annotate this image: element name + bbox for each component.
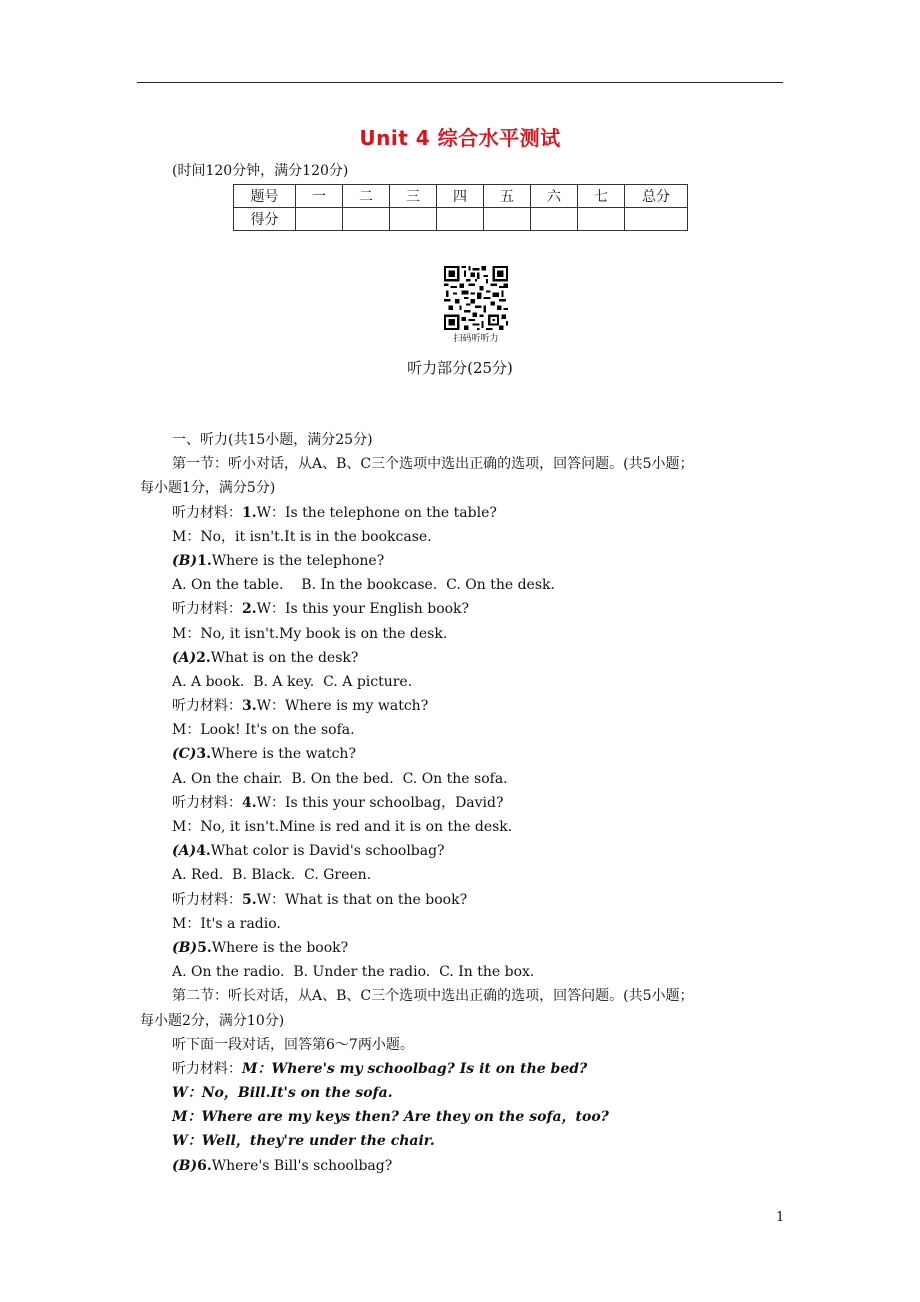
material-number: 1. <box>242 504 257 521</box>
question-text: Where is the watch? <box>211 746 356 763</box>
answer-mark: (A) <box>172 649 197 666</box>
answer-mark: (B) <box>172 939 198 956</box>
score-cell <box>343 208 390 231</box>
header-cell: 一 <box>296 185 343 208</box>
listening-section <box>140 428 790 1178</box>
material-m: M：Look! It's on the sofa. <box>172 722 355 739</box>
section2-instructions: 第二节：听长对话，从A、B、C三个选项中选出正确的选项，回答问题。(共5小题； <box>172 988 694 1005</box>
material-label: 听力材料： <box>172 794 242 811</box>
score-cell <box>531 208 578 231</box>
answer-mark: (C) <box>172 746 197 763</box>
page-title: Unit 4 综合水平测试 <box>359 126 561 150</box>
qr-code-icon <box>443 266 509 330</box>
header-rule <box>137 82 783 83</box>
score-cell <box>484 208 531 231</box>
material-line <box>140 694 790 718</box>
score-cell <box>296 208 343 231</box>
options-line: A. A book. B. A key. C. A picture. <box>172 673 413 690</box>
question-line <box>140 742 790 766</box>
answer-mark: (B) <box>172 552 198 569</box>
material-m: M：No，it isn't.It is in the bookcase. <box>172 528 432 545</box>
material-m: M：It's a radio. <box>172 915 281 932</box>
score-table <box>233 184 688 231</box>
answer-mark: (A) <box>172 843 197 860</box>
material-line <box>140 501 790 525</box>
score-cell <box>390 208 437 231</box>
section1-instructions: 第一节：听小对话，从A、B、C三个选项中选出正确的选项，回答问题。(共5小题； <box>172 456 694 473</box>
material-line <box>140 888 790 912</box>
section-title: 听力部分(25分) <box>407 359 513 377</box>
header-cell: 三 <box>390 185 437 208</box>
header-cell: 题号 <box>234 185 296 208</box>
question-number: 6. <box>197 1157 212 1174</box>
question-text: Where is the telephone? <box>211 552 385 569</box>
material-number: 3. <box>242 698 257 715</box>
material-number: 4. <box>242 794 257 811</box>
header-cell: 五 <box>484 185 531 208</box>
options-line: A. Red. B. Black. C. Green. <box>172 867 372 884</box>
question-text: Where is the book? <box>211 939 349 956</box>
header-cell: 六 <box>531 185 578 208</box>
page-number: 1 <box>776 1210 785 1225</box>
material-line <box>140 791 790 815</box>
material-w: W：Is this your schoolbag，David? <box>256 794 504 811</box>
score-cell <box>437 208 484 231</box>
options-line: A. On the table. B. In the bookcase. C. On the desk. <box>172 577 555 594</box>
header-cell: 总分 <box>625 185 688 208</box>
score-cell <box>625 208 688 231</box>
material-w: W：Where is my watch? <box>256 698 429 715</box>
part-heading: 一、听力(共15小题，满分25分) <box>172 432 373 448</box>
material-w: W：Is this your English book? <box>256 601 470 618</box>
question-line <box>140 549 790 573</box>
score-table-score-row <box>234 208 688 231</box>
dialog-intro: 听下面一段对话，回答第6～7两小题。 <box>172 1036 414 1053</box>
material-number: 2. <box>242 601 257 618</box>
question-number: 2. <box>196 649 211 666</box>
header-cell: 七 <box>578 185 625 208</box>
qr-caption: 扫码听听力 <box>453 334 499 344</box>
material-label: 听力材料： <box>172 504 242 521</box>
material-m: M：No, it isn't.My book is on the desk. <box>172 625 448 642</box>
material-m: M：No, it isn't.Mine is red and it is on the desk. <box>172 819 513 835</box>
score-table-header-row <box>234 185 688 208</box>
question-number: 3. <box>196 746 212 763</box>
answer-mark: (B) <box>172 1157 198 1174</box>
qr-code-block <box>441 266 511 344</box>
test-meta: (时间120分钟，满分120分) <box>172 163 349 179</box>
question-text: Where's Bill's schoolbag? <box>211 1157 393 1174</box>
section1-instructions-cont: 每小题1分，满分5分) <box>140 480 276 497</box>
dialog-line <box>140 1057 790 1081</box>
row-label-cell: 得分 <box>234 208 296 231</box>
options-line: A. On the radio. B. Under the radio. C. In the box. <box>172 964 535 981</box>
question-line <box>140 646 790 670</box>
question-number: 1. <box>197 552 212 569</box>
dialog-line: M：Where are my keys then? Are they on the sofa，too? <box>172 1109 609 1126</box>
dialog-text: M：Where's my schoolbag? Is it on the bed? <box>242 1060 588 1077</box>
question-number: 5. <box>197 939 212 956</box>
header-cell: 四 <box>437 185 484 208</box>
material-w: W：Is the telephone on the table? <box>256 504 497 521</box>
header-cell: 二 <box>343 185 390 208</box>
dialog-line: W：No，Bill.It's on the sofa. <box>172 1085 393 1102</box>
material-number: 5. <box>242 891 257 908</box>
material-label: 听力材料： <box>172 601 242 618</box>
question-line <box>140 839 790 863</box>
material-label: 听力材料： <box>172 1060 242 1077</box>
score-cell <box>578 208 625 231</box>
question-text: What color is David's schoolbag? <box>210 843 445 860</box>
question-line <box>140 936 790 960</box>
options-line: A. On the chair. B. On the bed. C. On the sofa. <box>172 770 508 787</box>
question-line <box>140 1154 790 1178</box>
section2-instructions-cont: 每小题2分，满分10分) <box>140 1012 285 1029</box>
material-line <box>140 597 790 621</box>
dialog-line: W：Well，they're under the chair. <box>172 1133 435 1150</box>
question-number: 4. <box>196 843 211 860</box>
material-w: W：What is that on the book? <box>256 891 468 908</box>
material-label: 听力材料： <box>172 698 242 715</box>
material-label: 听力材料： <box>172 891 242 908</box>
question-text: What is on the desk? <box>210 649 359 666</box>
